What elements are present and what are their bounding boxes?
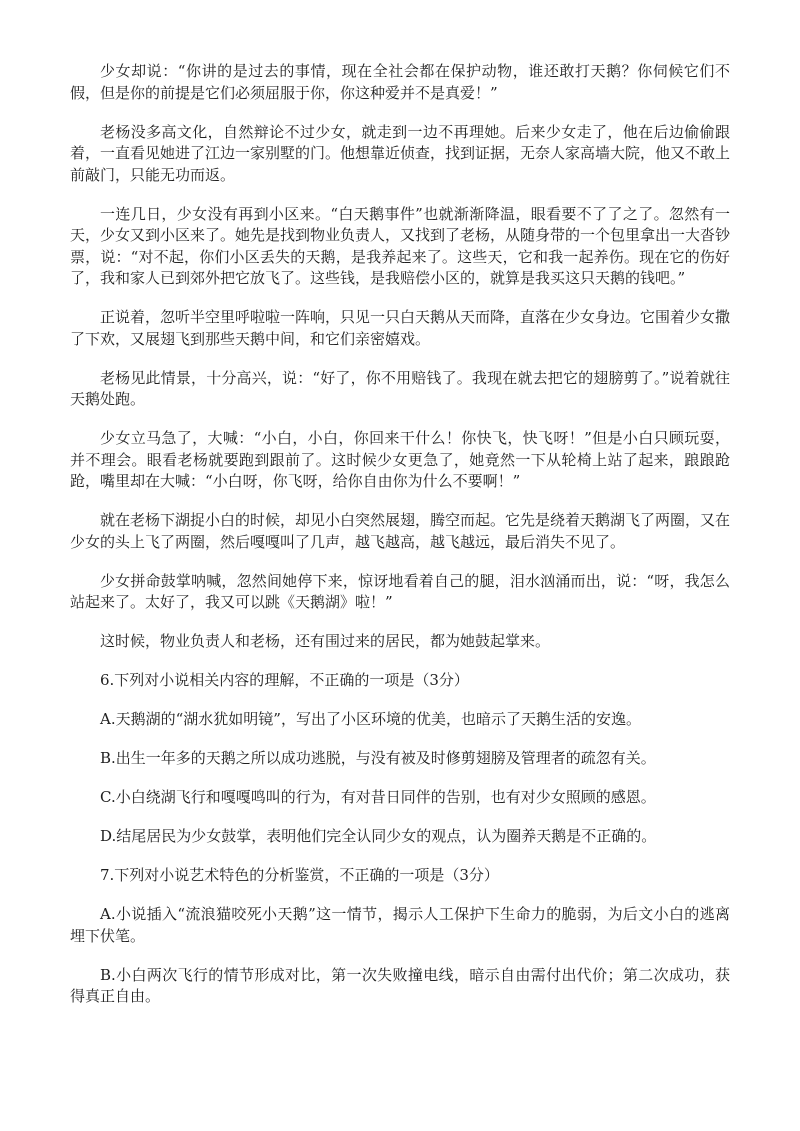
story-paragraph: 老杨见此情景，十分高兴，说：“好了，你不用赔钱了。我现在就去把它的翅膀剪了。”说着就往天鹅处跑。 <box>70 368 730 408</box>
question-7-stem: 7.下列对小说艺术特色的分析鉴赏，不正确的一项是（3分） <box>100 866 499 884</box>
story-paragraph: 就在老杨下湖捉小白的时候，却见小白突然展翅，腾空而起。它先是绕着天鹅湖飞了两圈，又在少女的头上飞了两圈，然后嘎嘎叫了几声，越飞越高，越飞越远，最后消失不见了。 <box>70 511 731 551</box>
question-6-option-c: C.小白绕湖飞行和嘎嘎鸣叫的行为，有对昔日同伴的告别，也有对少女照顾的感恩。 <box>100 788 656 806</box>
question-6-option-d: D.结尾居民为少女鼓掌，表明他们完全认同少女的观点，认为圈养天鹅是不正确的。 <box>100 827 657 845</box>
story-paragraph: 一连几日，少女没有再到小区来。“白天鹅事件”也就渐渐降温，眼看要不了了之了。忽然有一天，少女又到小区来了。她先是找到物业负责人，又找到了老杨，从随身带的一个包里拿出一大沓钞票，说：“对不起，你们小区丢失的天鹅，是我养起来了。这些天，它和我一起养伤。现在它的伤好了，我和家人已到郊外把它放飞了。这些钱，是我赔偿小区的，就算是我买这只天鹅的钱吧。” <box>70 204 731 287</box>
document-page <box>70 61 730 1025</box>
story-paragraph: 这时候，物业负责人和老杨，还有围过来的居民，都为她鼓起掌来。 <box>100 632 551 650</box>
story-paragraph: 少女却说：“你讲的是过去的事情，现在全社会都在保护动物，谁还敢打天鹅？你伺候它们不假，但是你的前提是它们必须屈服于你，你这种爱并不是真爱！” <box>70 62 730 102</box>
story-paragraph: 正说着，忽听半空里呼啦啦一阵响，只见一只白天鹅从天而降，直落在少女身边。它围着少女撒了下欢，又展翅飞到那些天鹅中间，和它们亲密嬉戏。 <box>70 308 731 348</box>
story-paragraph: 少女立马急了，大喊：“小白，小白，你回来干什么！你快飞，快飞呀！”但是小白只顾玩耍，并不理会。眼看老杨就要跑到跟前了。这时候少女更急了，她竟然一下从轮椅上站了起来，踉踉跄跄，嘴里却在大喊：“小白呀，你飞呀，给你自由你为什么不要啊！” <box>70 429 730 490</box>
story-paragraph: 少女拼命鼓掌呐喊，忽然间她停下来，惊讶地看着自己的腿，泪水汹涌而出，说：“呀，我怎么站起来了。太好了，我又可以跳《天鹅湖》啦！” <box>70 571 730 611</box>
question-7-option-a: A.小说插入“流浪猫咬死小天鹅”这一情节，揭示人工保护下生命力的脆弱，为后文小白的逃离埋下伏笔。 <box>70 905 730 945</box>
question-6-stem: 6.下列对小说相关内容的理解，不正确的一项是（3分） <box>100 671 469 689</box>
story-paragraph: 老杨没多高文化，自然辩论不过少女，就走到一边不再理她。后来少女走了，他在后边偷偷跟着，一直看见她进了江边一家别墅的门。他想靠近侦查，找到证据，无奈人家高墙大院，他又不敢上前敲门，只能无功而返。 <box>70 122 731 184</box>
question-6-option-b: B.出生一年多的天鹅之所以成功逃脱，与没有被及时修剪翅膀及管理者的疏忽有关。 <box>100 749 656 767</box>
question-6-option-a: A.天鹅湖的“湖水犹如明镜”，写出了小区环境的优美，也暗示了天鹅生活的安逸。 <box>100 710 641 728</box>
question-7-option-b: B.小白两次飞行的情节形成对比，第一次失败撞电线，暗示自由需付出代价；第二次成功，获得真正自由。 <box>70 965 730 1005</box>
